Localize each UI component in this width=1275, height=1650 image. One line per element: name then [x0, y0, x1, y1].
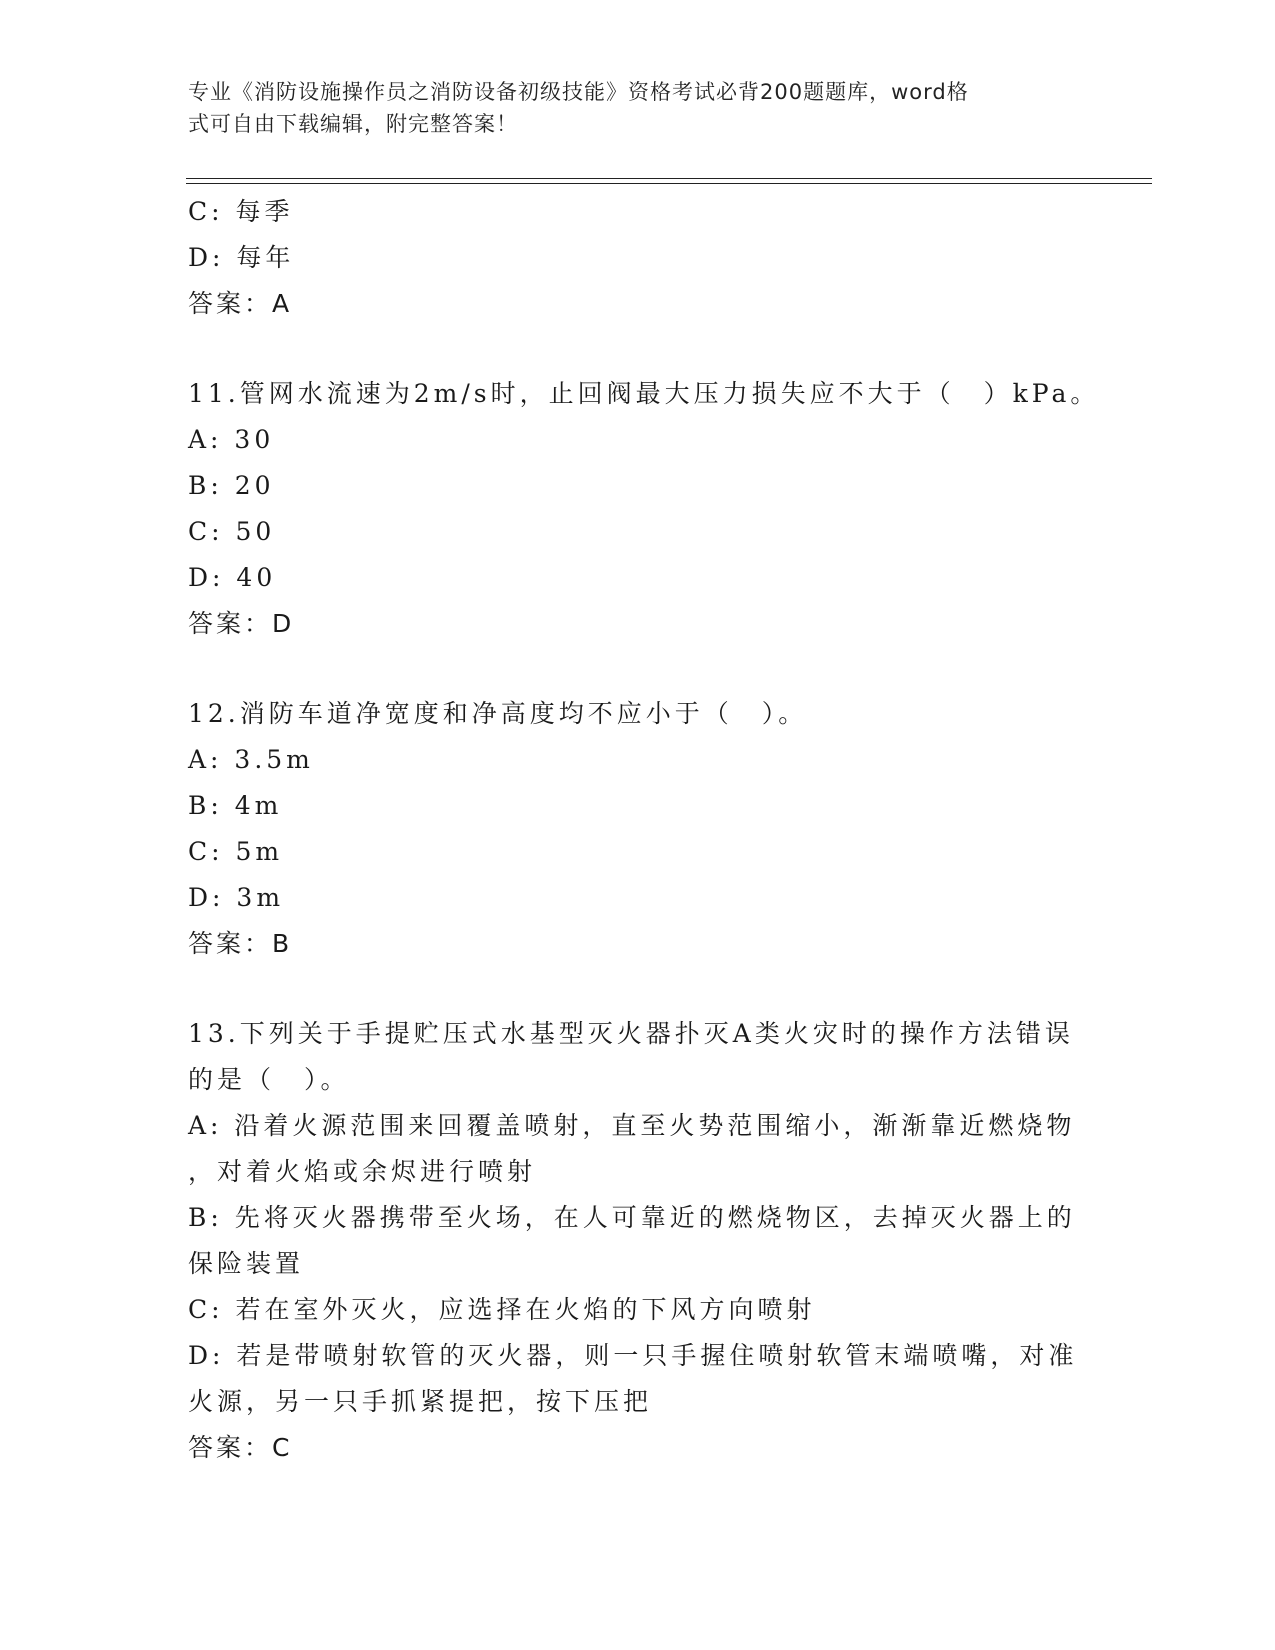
- answer-line: 答案：D: [188, 609, 295, 638]
- question-block-12: [188, 691, 1088, 967]
- option-b-line-1: B: 先将灭火器携带至火场，在人可靠近的燃烧物区，去掉灭火器上的: [188, 1203, 1076, 1232]
- header-line-1: 专业《消防设施操作员之消防设备初级技能》资格考试必背200题题库，word格: [188, 80, 969, 104]
- question-stem: 12.消防车道净宽度和净高度均不应小于（ ）。: [188, 699, 808, 728]
- option-c: C: 每季: [188, 197, 294, 226]
- option-d-line-1: D: 若是带喷射软管的灭火器，则一只手握住喷射软管末端喷嘴，对准: [188, 1341, 1078, 1370]
- option-c: C: 5m: [188, 837, 284, 866]
- option-c: C: 50: [188, 517, 276, 546]
- question-block-13: [188, 1011, 1088, 1471]
- question-block-prev: [188, 189, 1088, 327]
- option-a: A: 3.5m: [188, 745, 314, 774]
- option-d: D: 每年: [188, 243, 295, 272]
- option-c: C: 若在室外灭火，应选择在火焰的下风方向喷射: [188, 1295, 816, 1324]
- question-stem-line-1: 13.下列关于手提贮压式水基型灭火器扑灭A类火灾时的操作方法错误: [188, 1019, 1074, 1048]
- spacer: [188, 647, 1088, 691]
- option-d: D: 40: [188, 563, 277, 592]
- document-header: [188, 76, 1068, 140]
- option-a-line-1: A: 沿着火源范围来回覆盖喷射，直至火势范围缩小，渐渐靠近燃烧物: [188, 1111, 1076, 1140]
- option-a-line-2: ，对着火焰或余烬进行喷射: [188, 1157, 537, 1186]
- option-b-line-2: 保险装置: [188, 1249, 305, 1278]
- header-divider-top: [186, 178, 1152, 179]
- option-b: B: 20: [188, 471, 275, 500]
- header-divider-bottom: [186, 183, 1152, 184]
- question-stem: 11.管网水流速为2m/s时，止回阀最大压力损失应不大于（ ）kPa。: [188, 379, 1100, 408]
- spacer: [188, 967, 1088, 1011]
- answer-line: 答案：A: [188, 289, 293, 318]
- question-list: [188, 189, 1100, 1471]
- option-b: B: 4m: [188, 791, 283, 820]
- option-d: D: 3m: [188, 883, 285, 912]
- question-block-11: [188, 371, 1100, 647]
- spacer: [188, 327, 1088, 371]
- answer-line: 答案：C: [188, 1433, 293, 1462]
- answer-line: 答案：B: [188, 929, 293, 958]
- header-line-2: 式可自由下载编辑，附完整答案！: [188, 112, 518, 136]
- option-a: A: 30: [188, 425, 275, 454]
- question-stem-line-2: 的是（ ）。: [188, 1065, 350, 1094]
- option-d-line-2: 火源，另一只手抓紧提把，按下压把: [188, 1387, 653, 1416]
